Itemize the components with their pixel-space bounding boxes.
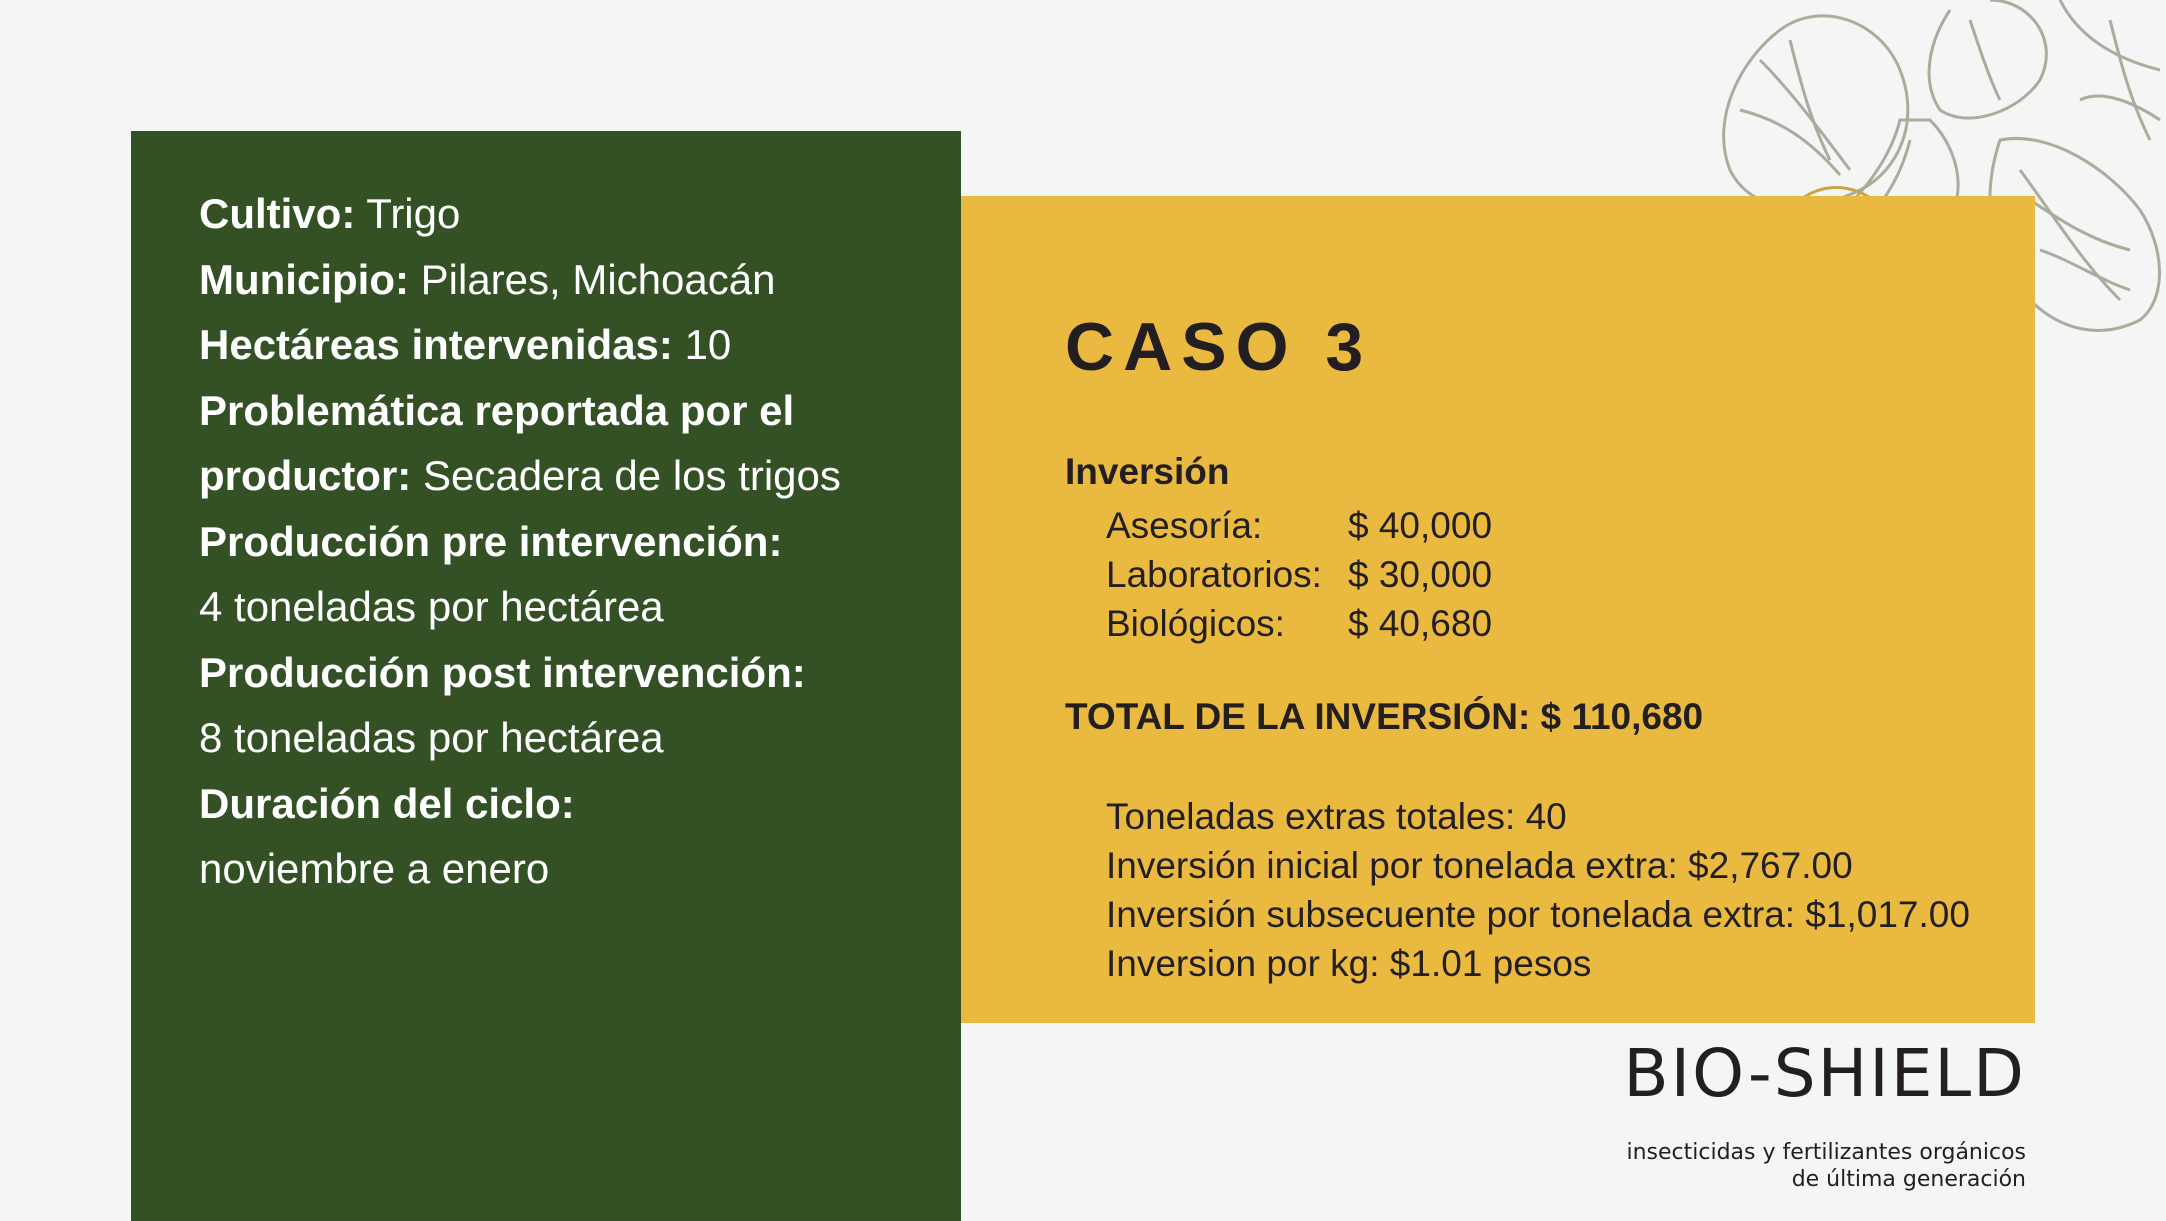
investment-panel [961,196,2035,1023]
case-details-text [199,181,939,902]
metric-line: Inversion por kg: $1.01 pesos [1106,943,1592,984]
bio-shield-logo [1600,1035,2026,1195]
investment-row [1106,501,1492,550]
logo-wordmark: BIO-SHIELD [1623,1035,2026,1112]
logo-tagline [1626,1139,2026,1193]
logo-tagline-line-2: de última generación [1791,1167,2026,1192]
detail-line-cycle-value: noviembre a enero [199,845,550,892]
investment-label: Biológicos: [1106,603,1285,644]
investment-amount: $ 40,680 [1348,603,1493,644]
detail-line-pre-value: 4 toneladas por hectárea [199,583,664,630]
logo-tagline-line-1: insecticidas y fertilizantes orgánicos [1626,1140,2026,1165]
case-title: CASO 3 [1065,309,1373,385]
investment-label: Asesoría: [1106,505,1263,546]
investment-heading: Inversión [1065,451,1230,492]
metric-line: Toneladas extras totales: 40 [1106,796,1567,837]
detail-line-post-label: Producción post intervención: [199,648,806,696]
investment-total: TOTAL DE LA INVERSIÓN: $ 110,680 [1065,696,1704,737]
metric-line: Inversión subsecuente por tonelada extra: $1,017.00 [1106,894,1970,935]
investment-table [1106,501,1492,648]
extra-metrics [1106,792,1970,988]
detail-line-problem-1: Problemática reportada por el [199,386,795,434]
detail-line-pre-label: Producción pre intervención: [199,517,783,565]
detail-line-post-value: 8 toneladas por hectárea [199,714,664,761]
detail-line-problem-2: productor: Secadera de los trigos [199,452,841,499]
metric-line: Inversión inicial por tonelada extra: $2,767.00 [1106,845,1853,886]
investment-amount: $ 40,000 [1348,505,1493,546]
investment-label: Laboratorios: [1106,554,1322,595]
investment-row [1106,550,1492,599]
detail-line-cycle-label: Duración del ciclo: [199,779,575,827]
investment-row [1106,599,1492,648]
case-details-panel [131,131,961,1221]
detail-line-municipality: Municipio: Pilares, Michoacán [199,255,776,303]
detail-line-hectares: Hectáreas intervenidas: 10 [199,321,732,368]
detail-line-crop: Cultivo: Trigo [199,190,461,237]
investment-amount: $ 30,000 [1348,554,1493,595]
